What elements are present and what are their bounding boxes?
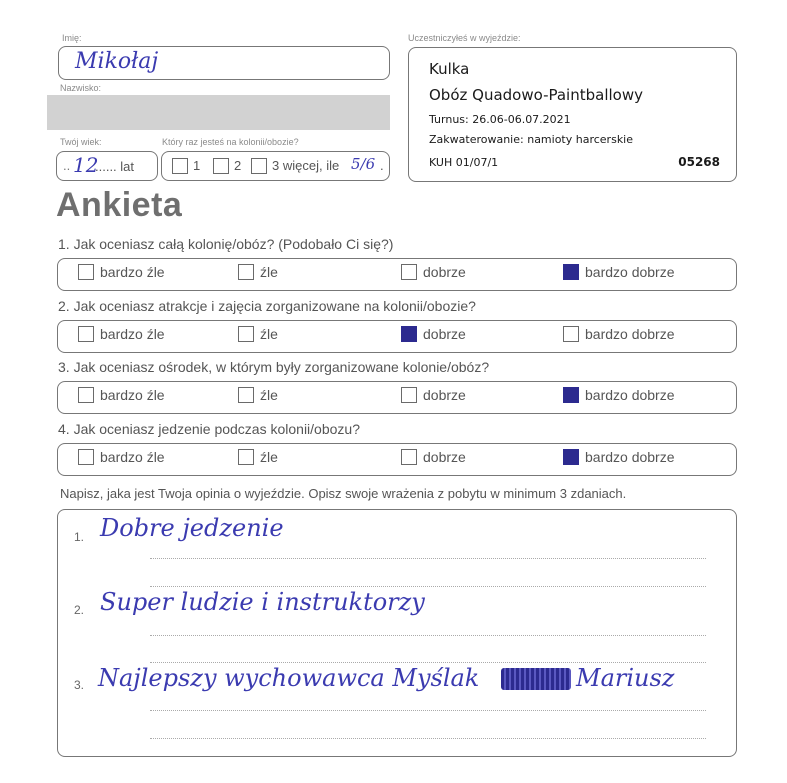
question-number: 3. (58, 359, 70, 375)
survey-title: Ankieta (56, 186, 183, 224)
option-label: bardzo źle (100, 387, 165, 403)
turnus-value: 26.06-06.07.2021 (472, 113, 571, 126)
option-checkbox[interactable] (401, 326, 417, 342)
option-dobrze[interactable] (401, 264, 466, 280)
option-label: źle (260, 326, 278, 342)
option-checkbox[interactable] (401, 449, 417, 465)
name-field[interactable] (58, 46, 390, 80)
option-checkbox[interactable] (238, 264, 254, 280)
option-checkbox[interactable] (78, 264, 94, 280)
option-checkbox[interactable] (78, 387, 94, 403)
option-dobrze[interactable] (401, 387, 466, 403)
option-bardzo-dobrze[interactable] (563, 326, 675, 342)
option-checkbox[interactable] (563, 326, 579, 342)
answer-number: 3. (74, 678, 85, 692)
option-label: bardzo dobrze (585, 326, 675, 342)
age-prefix: .. (63, 158, 71, 173)
option-checkbox[interactable] (238, 449, 254, 465)
question-4-text (58, 421, 360, 437)
answer-line (150, 710, 706, 711)
answer-line (150, 635, 706, 636)
turnus-label: Turnus: (429, 113, 469, 126)
option-checkbox[interactable] (78, 449, 94, 465)
option-label: bardzo dobrze (585, 449, 675, 465)
option-bardzo-źle[interactable] (78, 326, 165, 342)
option-źle[interactable] (238, 326, 278, 342)
question-1-options (57, 258, 737, 291)
option-label: źle (260, 387, 278, 403)
question-2-text (58, 298, 476, 314)
times-field[interactable] (161, 151, 390, 181)
option-checkbox[interactable] (401, 264, 417, 280)
question-4-options (57, 443, 737, 476)
option-źle[interactable] (238, 264, 278, 280)
question-number: 4. (58, 421, 70, 437)
surname-redacted (47, 95, 390, 130)
option-bardzo-źle[interactable] (78, 449, 165, 465)
name-value: Mikołaj (75, 49, 159, 74)
question-number: 1. (58, 236, 70, 252)
question-3-text (58, 359, 489, 375)
option-źle[interactable] (238, 449, 278, 465)
times-label: Który raz jesteś na kolonii/obozie? (162, 137, 299, 147)
answer-3-end: Mariusz (576, 664, 675, 692)
answer-line (150, 558, 706, 559)
accommodation-label: Zakwaterowanie: (429, 133, 524, 146)
option-dobrze[interactable] (401, 449, 466, 465)
age-value: 12 (73, 153, 99, 177)
question-number: 2. (58, 298, 70, 314)
times-suffix: . (380, 158, 384, 173)
option-checkbox[interactable] (563, 449, 579, 465)
option-checkbox[interactable] (238, 326, 254, 342)
age-label: Twój wiek: (60, 137, 102, 147)
scribbled-out-text (501, 668, 571, 690)
answer-2: Super ludzie i instruktorzy (100, 588, 425, 616)
trip-number: 05268 (678, 155, 720, 169)
option-dobrze[interactable] (401, 326, 466, 342)
times-checkbox-2[interactable] (213, 158, 229, 174)
option-checkbox[interactable] (563, 264, 579, 280)
option-bardzo-źle[interactable] (78, 387, 165, 403)
times-option-1: 1 (193, 158, 201, 173)
times-option-2: 2 (234, 158, 242, 173)
trip-name: Kulka (429, 60, 470, 78)
option-bardzo-dobrze[interactable] (563, 449, 675, 465)
option-label: źle (260, 264, 278, 280)
answer-1: Dobre jedzenie (100, 514, 284, 542)
option-checkbox[interactable] (563, 387, 579, 403)
opinion-prompt: Napisz, jaka jest Twoja opinia o wyjeździe. Opisz swoje wrażenia z pobytu w minimum 3 zdaniach. (60, 486, 627, 501)
question-label: Jak oceniasz jedzenie podczas kolonii/obozu? (73, 421, 360, 437)
opinion-box[interactable] (57, 509, 737, 757)
option-checkbox[interactable] (401, 387, 417, 403)
answer-line (150, 738, 706, 739)
times-checkbox-1[interactable] (172, 158, 188, 174)
question-label: Jak oceniasz całą kolonię/obóz? (Podobało Ci się?) (73, 236, 394, 252)
name-label: Imię: (62, 33, 82, 43)
option-label: dobrze (423, 387, 466, 403)
trip-info-box (408, 47, 737, 182)
times-checkbox-3[interactable] (251, 158, 267, 174)
option-label: źle (260, 449, 278, 465)
times-option-3: 3 więcej, ile (272, 158, 340, 173)
trip-camp: Obóz Quadowo-Paintballowy (429, 86, 643, 104)
option-checkbox[interactable] (238, 387, 254, 403)
option-label: bardzo źle (100, 449, 165, 465)
option-label: bardzo źle (100, 326, 165, 342)
trip-code: KUH 01/07/1 (429, 156, 499, 169)
trip-label: Uczestniczyłeś w wyjeździe: (408, 33, 521, 43)
option-label: dobrze (423, 264, 466, 280)
option-label: bardzo źle (100, 264, 165, 280)
question-2-options (57, 320, 737, 353)
answer-number: 1. (74, 530, 85, 544)
answer-3: Najlepszy wychowawca Myślak (98, 664, 480, 692)
answer-line (150, 662, 706, 663)
option-bardzo-źle[interactable] (78, 264, 165, 280)
question-3-options (57, 381, 737, 414)
answer-line (150, 586, 706, 587)
option-bardzo-dobrze[interactable] (563, 264, 675, 280)
question-label: Jak oceniasz atrakcje i zajęcia zorganizowane na kolonii/obozie? (73, 298, 476, 314)
question-1-text (58, 236, 393, 252)
answer-number: 2. (74, 603, 85, 617)
option-checkbox[interactable] (78, 326, 94, 342)
option-label: dobrze (423, 449, 466, 465)
age-suffix: ...... lat (95, 159, 135, 174)
accommodation-value: namioty harcerskie (527, 133, 634, 146)
option-źle[interactable] (238, 387, 278, 403)
surname-label: Nazwisko: (60, 83, 102, 93)
option-label: dobrze (423, 326, 466, 342)
age-field[interactable] (56, 151, 158, 181)
question-label: Jak oceniasz ośrodek, w którym były zorganizowane kolonie/obóz? (73, 359, 490, 375)
option-label: bardzo dobrze (585, 264, 675, 280)
option-bardzo-dobrze[interactable] (563, 387, 675, 403)
times-value: 5/6 (351, 155, 376, 173)
option-label: bardzo dobrze (585, 387, 675, 403)
